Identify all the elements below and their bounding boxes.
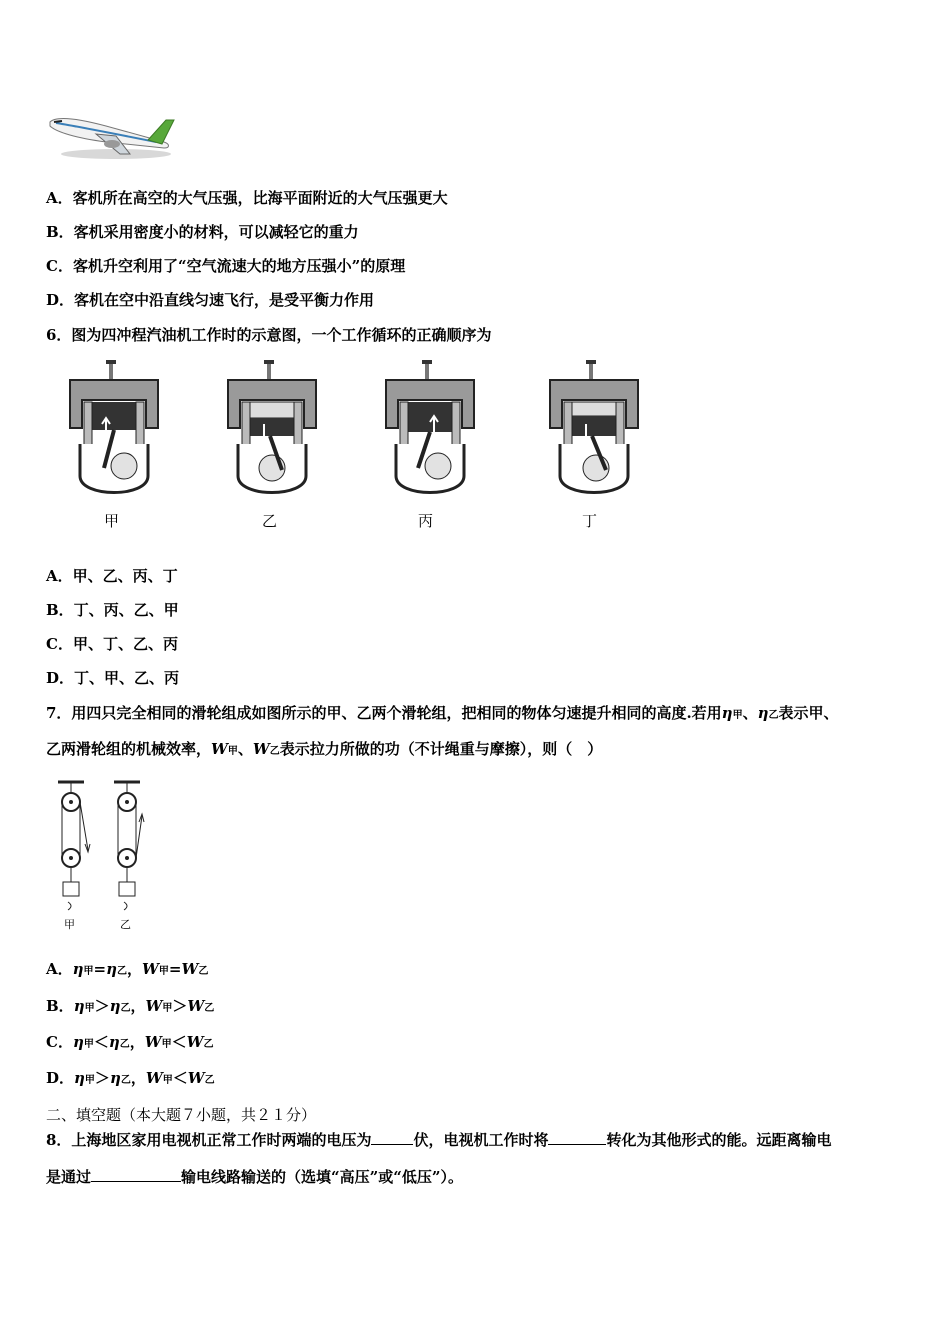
eta-symbol: η: [74, 1069, 85, 1087]
sub-yi: 乙: [269, 746, 280, 757]
sub-jia: 甲: [83, 966, 94, 977]
relation: ＞: [172, 997, 188, 1015]
engine-diagram-jia: [66, 358, 162, 500]
option-letter: B．: [46, 997, 74, 1015]
separator: 、: [742, 704, 758, 722]
separator: 、: [237, 740, 253, 758]
q7-stem-text-b: 表示甲、: [778, 704, 839, 722]
q7-stem-line2: [46, 738, 602, 759]
sub-yi: 乙: [120, 1075, 131, 1086]
eta-symbol: η: [757, 704, 769, 722]
q5-option-b: B．客机采用密度小的材料，可以减轻它的重力: [46, 223, 359, 241]
q7-stem-text-c: 乙两滑轮组的机械效率，: [46, 740, 212, 758]
q6-option-d: D．丁、甲、乙、丙: [46, 669, 180, 687]
relation: =: [93, 960, 107, 978]
relation: =: [168, 960, 182, 978]
q7-stem-text-d: 表示拉力所做的功（不计绳重与摩擦），则（ ）: [279, 740, 603, 758]
q8-text-a: 8．上海地区家用电视机正常工作时两端的电压为: [46, 1131, 372, 1149]
eta-symbol: η: [72, 1033, 84, 1051]
eta-symbol: η: [109, 997, 121, 1015]
relation: ＞: [94, 997, 110, 1015]
relation: ＜: [172, 1069, 188, 1087]
w-symbol: W: [252, 740, 270, 758]
sub-yi: 乙: [117, 966, 128, 977]
q5-option-a: A．客机所在高空的大气压强，比海平面附近的大气压强更大: [46, 189, 448, 207]
eta-symbol: η: [721, 704, 733, 722]
engine-label-yi: 乙: [262, 512, 278, 530]
sub-jia: 甲: [732, 710, 743, 721]
pulley-label-yi: 乙: [120, 918, 131, 931]
sub-jia: 甲: [227, 746, 238, 757]
answer-blank-voltage[interactable]: [371, 1130, 413, 1145]
eta-symbol: η: [73, 997, 85, 1015]
q8-text-e: 输电线路输送的（选填“高压”或“低压”）。: [181, 1168, 464, 1186]
comma: ，: [129, 1033, 145, 1051]
q6-stem: 6．图为四冲程汽油机工作时的示意图，一个工作循环的正确顺序为: [46, 326, 492, 344]
airplane-image: [46, 108, 182, 162]
q7-stem-text-a: 7．用四只完全相同的滑轮组成如图所示的甲、乙两个滑轮组，把相同的物体匀速提升相同的高度.若用: [46, 704, 722, 722]
option-letter: A．: [46, 960, 73, 978]
sub-jia: 甲: [162, 1003, 173, 1014]
comma: ，: [127, 960, 143, 978]
w-symbol: W: [187, 997, 205, 1015]
pulley-label-jia: 甲: [64, 918, 75, 931]
eta-symbol: η: [72, 960, 84, 978]
q8-line1: [46, 1129, 831, 1150]
relation: ＜: [93, 1033, 109, 1051]
sub-jia: 甲: [158, 966, 169, 977]
q8-text-b: 伏，电视机工作时将: [413, 1131, 549, 1149]
q5-option-c: C．客机升空利用了“空气流速大的地方压强小”的原理: [46, 257, 406, 275]
section-heading: 二、填空题（本大题７小题，共２１分）: [46, 1106, 317, 1124]
q7-option-b: [46, 995, 214, 1016]
relation: ＞: [94, 1069, 110, 1087]
w-symbol: W: [186, 1033, 204, 1051]
engine-label-bing: 丙: [418, 512, 434, 530]
option-letter: D．: [46, 1069, 75, 1087]
w-symbol: W: [145, 997, 163, 1015]
answer-blank-transmission[interactable]: [91, 1167, 181, 1182]
comma: ，: [130, 997, 146, 1015]
engine-label-jia: 甲: [104, 512, 120, 530]
w-symbol: W: [142, 960, 159, 978]
sub-yi: 乙: [119, 1039, 130, 1050]
eta-symbol: η: [108, 1033, 120, 1051]
sub-jia: 甲: [84, 1003, 95, 1014]
w-symbol: W: [144, 1033, 162, 1051]
q6-option-a: A．甲、乙、丙、丁: [46, 567, 178, 585]
q7-stem-line1: [46, 702, 839, 723]
sub-yi: 乙: [204, 1075, 215, 1086]
sub-jia: 甲: [162, 1075, 173, 1086]
w-symbol: W: [187, 1069, 205, 1087]
answer-blank-energy[interactable]: [548, 1130, 606, 1145]
engine-diagram-ding: [546, 358, 642, 500]
q8-text-c: 转化为其他形式的能。远距离输电: [606, 1131, 832, 1149]
sub-yi: 乙: [120, 1003, 131, 1014]
q8-line2: [46, 1166, 463, 1187]
eta-symbol: η: [109, 1069, 121, 1087]
w-symbol: W: [145, 1069, 163, 1087]
sub-jia: 甲: [161, 1039, 172, 1050]
eta-symbol: η: [106, 960, 118, 978]
engine-label-ding: 丁: [582, 512, 598, 530]
q7-option-d: [46, 1067, 215, 1088]
w-symbol: W: [181, 960, 199, 978]
q5-option-d: D．客机在空中沿直线匀速飞行，是受平衡力作用: [46, 291, 375, 309]
option-letter: C．: [46, 1033, 73, 1051]
sub-jia: 甲: [83, 1039, 94, 1050]
sub-yi: 乙: [204, 1003, 215, 1014]
sub-jia: 甲: [84, 1075, 95, 1086]
q7-option-a: [46, 958, 208, 979]
comma: ，: [130, 1069, 146, 1087]
sub-yi: 乙: [768, 710, 779, 721]
q8-text-d: 是通过: [46, 1168, 92, 1186]
q6-option-c: C．甲、丁、乙、丙: [46, 635, 178, 653]
engine-diagram-yi: [224, 358, 320, 500]
w-symbol: W: [211, 740, 228, 758]
q7-option-c: [46, 1031, 214, 1052]
sub-yi: 乙: [198, 966, 209, 977]
sub-yi: 乙: [203, 1039, 214, 1050]
engine-diagram-bing: [382, 358, 478, 500]
relation: ＜: [171, 1033, 187, 1051]
pulley-diagram: [52, 778, 152, 934]
q6-option-b: B．丁、丙、乙、甲: [46, 601, 179, 619]
